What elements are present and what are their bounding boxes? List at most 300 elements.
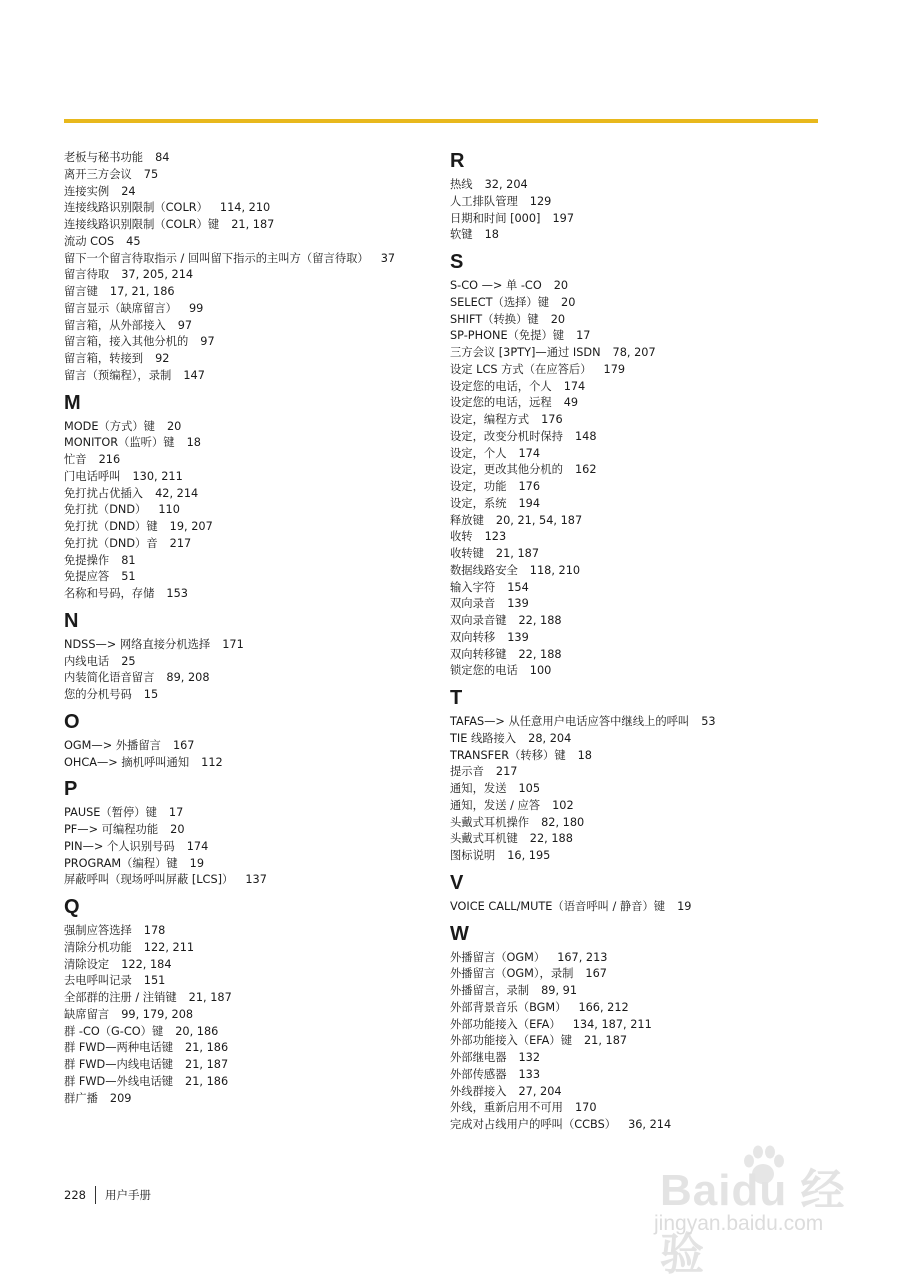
index-term: 免打扰（DND）音 xyxy=(64,536,158,550)
index-pages: 37, 205, 214 xyxy=(121,268,194,282)
index-entry xyxy=(64,839,444,856)
index-pages: 92 xyxy=(155,352,170,365)
index-pages: 174 xyxy=(186,839,209,853)
index-entry xyxy=(64,856,444,873)
index-entry xyxy=(64,553,444,570)
section-letter: R xyxy=(450,150,465,172)
index-pages: 17, 21, 186 xyxy=(109,285,175,298)
index-entry xyxy=(64,452,444,469)
page-number: 228 xyxy=(64,1188,86,1202)
index-pages: 167 xyxy=(172,738,195,752)
index-pages: 216 xyxy=(98,453,121,466)
index-entry xyxy=(64,486,444,503)
index-entry xyxy=(64,167,444,184)
index-term: 头戴式耳机操作 xyxy=(450,815,530,829)
index-term: 忙音 xyxy=(64,453,87,466)
index-entry xyxy=(64,687,444,704)
index-entry xyxy=(450,345,830,362)
index-term: 名称和号码，存储 xyxy=(64,587,155,600)
index-term: TIE 线路接入 xyxy=(450,731,517,745)
index-entry xyxy=(450,596,830,613)
index-entry xyxy=(450,278,830,295)
index-term: 流动 COS xyxy=(64,234,115,248)
index-entry xyxy=(450,899,830,916)
index-term: 强制应答选择 xyxy=(64,924,132,937)
index-pages: 153 xyxy=(166,587,188,600)
index-term: MONITOR（监听）键 xyxy=(64,436,175,450)
index-term: 设定，功能 xyxy=(450,480,507,493)
index-term: TRANSFER（转移）键 xyxy=(450,748,566,762)
index-pages: 36, 214 xyxy=(628,1118,672,1131)
index-entry xyxy=(450,983,830,1000)
index-entry xyxy=(64,940,444,957)
index-entry xyxy=(64,990,444,1007)
index-entry xyxy=(450,580,830,597)
index-pages: 28, 204 xyxy=(528,731,572,745)
index-term: 外部背景音乐（BGM） xyxy=(450,1000,567,1014)
index-term: 软键 xyxy=(450,228,473,242)
index-pages: 22, 188 xyxy=(518,614,562,627)
index-entry xyxy=(450,312,830,329)
index-entry xyxy=(450,446,830,463)
index-pages: 100 xyxy=(529,664,552,678)
index-entry xyxy=(450,328,830,345)
index-pages: 112 xyxy=(201,755,223,769)
index-term: S-CO —> 单 -CO xyxy=(450,279,542,292)
index-pages: 110 xyxy=(158,503,180,517)
index-term: 留言箱，接入其他分机的 xyxy=(64,335,189,349)
index-term: 免打扰（DND） xyxy=(64,503,147,517)
index-pages: 137 xyxy=(245,873,267,887)
index-pages: 21, 187 xyxy=(495,547,540,560)
index-entry xyxy=(64,435,444,452)
index-entry xyxy=(450,1100,830,1117)
index-pages: 19, 207 xyxy=(169,520,213,533)
index-entry xyxy=(450,781,830,798)
index-term: 外线，重新启用不可用 xyxy=(450,1101,563,1115)
index-entry xyxy=(64,284,444,301)
index-entry xyxy=(450,362,830,379)
index-entry xyxy=(450,630,830,647)
index-pages: 130, 211 xyxy=(132,469,183,483)
index-pages: 133 xyxy=(518,1067,541,1081)
index-entry xyxy=(450,379,830,396)
index-pages: 17 xyxy=(576,329,591,343)
index-pages: 21, 187 xyxy=(231,218,275,231)
index-term: VOICE CALL/MUTE（语音呼叫 / 静音）键 xyxy=(450,899,666,913)
index-term: 连接实例 xyxy=(64,184,110,198)
index-pages: 81 xyxy=(121,553,136,567)
index-entry xyxy=(450,513,830,530)
index-pages: 171 xyxy=(222,637,244,651)
index-term: 留言（预编程），录制 xyxy=(64,368,172,382)
index-term: OHCA—> 摘机呼叫通知 xyxy=(64,755,190,769)
index-term: 输入字符 xyxy=(450,580,496,594)
index-term: 三方会议 [3PTY]—通过 ISDN xyxy=(450,346,601,359)
index-entry xyxy=(450,1050,830,1067)
index-entry xyxy=(450,529,830,546)
index-entry xyxy=(450,613,830,630)
index-pages: 179 xyxy=(603,362,626,376)
section-letter: Q xyxy=(64,896,80,918)
index-entry xyxy=(64,973,444,990)
index-pages: 174 xyxy=(563,379,586,393)
index-term: 群广播 xyxy=(64,1091,98,1105)
index-term: 去电呼叫记录 xyxy=(64,974,132,988)
index-entry xyxy=(450,950,830,967)
index-term: 门电话呼叫 xyxy=(64,469,121,483)
index-entry xyxy=(450,479,830,496)
index-entry xyxy=(64,957,444,974)
index-entry xyxy=(450,295,830,312)
index-pages: 148 xyxy=(574,429,597,443)
index-term: 连接线路识别限制（COLR）键 xyxy=(64,218,220,231)
index-pages: 20 xyxy=(170,823,185,836)
index-entry xyxy=(450,966,830,983)
index-term: 外播留言（OGM） xyxy=(450,950,546,964)
index-entry xyxy=(450,1084,830,1101)
index-term: TAFAS—> 从任意用户电话应答中继线上的呼叫 xyxy=(450,715,690,728)
index-entry xyxy=(450,1033,830,1050)
index-term: 群 FWD—两种电话键 xyxy=(64,1041,174,1055)
index-entry xyxy=(64,1057,444,1074)
index-entry xyxy=(64,234,444,251)
index-pages: 129 xyxy=(529,194,552,208)
index-term: 外播留言（OGM），录制 xyxy=(450,967,574,981)
index-pages: 139 xyxy=(507,630,529,644)
index-pages: 174 xyxy=(518,446,541,460)
watermark-brand: Baidu 经验 xyxy=(660,1166,846,1279)
index-pages: 139 xyxy=(507,597,529,611)
index-term: 通知，发送 xyxy=(450,782,507,795)
index-pages: 84 xyxy=(155,151,170,164)
index-entry xyxy=(64,368,444,385)
index-term: 设定，编程方式 xyxy=(450,413,530,426)
index-entry xyxy=(450,714,830,731)
index-term: 设定，改变分机时保持 xyxy=(450,429,563,443)
index-term: 免提应答 xyxy=(64,570,110,584)
index-entry xyxy=(64,637,444,654)
index-entry xyxy=(450,1117,830,1134)
index-entry xyxy=(450,764,830,781)
index-term: 头戴式耳机键 xyxy=(450,832,518,846)
index-column-right xyxy=(450,143,830,1134)
index-term: 双向转移 xyxy=(450,630,496,644)
index-entry xyxy=(64,805,444,822)
index-pages: 22, 188 xyxy=(529,832,573,846)
index-pages: 21, 186 xyxy=(185,1041,229,1055)
index-pages: 75 xyxy=(143,167,159,181)
index-term: SHIFT（转换）键 xyxy=(450,312,539,326)
index-entry xyxy=(64,872,444,889)
index-term: 全部群的注册 / 注销键 xyxy=(64,991,177,1004)
index-term: 留言显示（缺席留言） xyxy=(64,301,177,315)
index-term: 日期和时间 [000] xyxy=(450,211,541,225)
header-rule xyxy=(64,119,818,123)
index-pages: 24 xyxy=(121,184,136,198)
section-letter: S xyxy=(450,251,464,273)
index-pages: 20 xyxy=(166,419,182,433)
index-term: 外播留言，录制 xyxy=(450,984,530,997)
footer-label: 用户手册 xyxy=(104,1188,151,1202)
index-pages: 194 xyxy=(518,496,541,510)
index-entry xyxy=(450,227,830,244)
index-pages: 20, 186 xyxy=(175,1024,219,1038)
section-letter: T xyxy=(450,687,463,709)
index-term: 老板与秘书功能 xyxy=(64,151,144,164)
index-entry xyxy=(450,731,830,748)
index-entry xyxy=(64,822,444,839)
index-pages: 132 xyxy=(518,1051,541,1064)
index-entry xyxy=(64,200,444,217)
index-pages: 167 xyxy=(585,967,607,981)
index-entry xyxy=(450,815,830,832)
index-term: MODE（方式）键 xyxy=(64,419,155,433)
index-pages: 21, 186 xyxy=(185,1074,229,1088)
index-entry xyxy=(64,1074,444,1091)
index-entry xyxy=(64,1091,444,1108)
index-pages: 27, 204 xyxy=(518,1084,562,1098)
index-entry xyxy=(450,412,830,429)
index-pages: 18 xyxy=(577,748,592,762)
index-entry xyxy=(450,563,830,580)
index-pages: 20, 21, 54, 187 xyxy=(495,513,583,527)
index-term: 留言箱，转接到 xyxy=(64,352,144,365)
index-term: 设定您的电话，个人 xyxy=(450,379,552,393)
index-pages: 97 xyxy=(177,318,193,332)
index-entry xyxy=(450,211,830,228)
index-term: 双向转移键 xyxy=(450,647,507,661)
index-entry xyxy=(64,536,444,553)
index-term: 内线电话 xyxy=(64,654,110,668)
index-entry xyxy=(64,150,444,167)
index-term: 连接线路识别限制（COLR） xyxy=(64,201,208,215)
index-entry xyxy=(64,670,444,687)
index-pages: 166, 212 xyxy=(578,1000,629,1014)
index-entry xyxy=(64,217,444,234)
index-term: 群 -CO（G-CO）键 xyxy=(64,1024,164,1038)
index-pages: 51 xyxy=(121,570,136,584)
index-entry xyxy=(64,318,444,335)
index-entry xyxy=(450,1000,830,1017)
index-term: SP-PHONE（免提）键 xyxy=(450,329,565,343)
index-pages: 20 xyxy=(561,295,576,309)
index-pages: 19 xyxy=(189,856,205,870)
section-letter: W xyxy=(450,922,469,945)
index-pages: 89, 208 xyxy=(166,671,210,685)
index-pages: 114, 210 xyxy=(219,201,271,215)
index-term: 免打扰占优插入 xyxy=(64,486,144,500)
index-pages: 217 xyxy=(169,536,192,550)
index-term: PF—> 可编程功能 xyxy=(64,823,159,836)
page-footer xyxy=(64,1186,151,1204)
index-term: 设定，个人 xyxy=(450,446,507,460)
index-pages: 82, 180 xyxy=(541,815,585,829)
index-entry xyxy=(450,395,830,412)
index-term: 留言箱，从外部接入 xyxy=(64,318,166,332)
index-term: 离开三方会议 xyxy=(64,167,132,181)
index-pages: 97 xyxy=(200,335,215,349)
index-term: 通知，发送 / 应答 xyxy=(450,798,541,812)
index-term: 人工排队管理 xyxy=(450,194,518,208)
index-term: NDSS—> 网络直接分机选择 xyxy=(64,637,211,651)
index-entry xyxy=(64,251,444,268)
index-pages: 151 xyxy=(143,974,166,988)
section-letter: M xyxy=(64,391,81,414)
index-entry xyxy=(450,462,830,479)
index-pages: 167, 213 xyxy=(557,950,608,964)
index-pages: 18 xyxy=(484,228,499,242)
index-term: PROGRAM（编程）键 xyxy=(64,856,178,870)
index-entry xyxy=(450,1067,830,1084)
index-entry xyxy=(64,334,444,351)
index-term: 外部继电器 xyxy=(450,1051,507,1064)
index-term: SELECT（选择）键 xyxy=(450,295,550,309)
index-pages: 99, 179, 208 xyxy=(121,1007,194,1021)
index-entry xyxy=(64,654,444,671)
index-pages: 118, 210 xyxy=(529,563,581,577)
index-term: 免打扰（DND）键 xyxy=(64,520,158,533)
index-entry xyxy=(64,586,444,603)
index-term: 设定，系统 xyxy=(450,496,507,510)
section-letter: V xyxy=(450,871,464,894)
index-term: 双向录音键 xyxy=(450,614,507,627)
index-term: 外部功能接入（EFA）键 xyxy=(450,1034,572,1048)
watermark xyxy=(640,1140,870,1279)
index-entry xyxy=(64,419,444,436)
index-entry xyxy=(450,748,830,765)
index-term: 屏蔽呼叫（现场呼叫屏蔽 [LCS]） xyxy=(64,873,234,887)
index-pages: 217 xyxy=(495,765,518,779)
index-entry xyxy=(450,798,830,815)
section-letter: N xyxy=(64,609,79,632)
index-pages: 25 xyxy=(121,654,136,668)
section-letter: O xyxy=(64,710,80,733)
index-entry xyxy=(450,848,830,865)
index-entry xyxy=(64,923,444,940)
index-entry xyxy=(64,502,444,519)
index-pages: 21, 187 xyxy=(584,1034,628,1048)
index-pages: 176 xyxy=(518,480,541,493)
index-pages: 176 xyxy=(541,413,563,426)
index-term: 外部功能接入（EFA） xyxy=(450,1017,561,1031)
index-pages: 20 xyxy=(550,312,566,326)
index-term: 收转键 xyxy=(450,547,484,560)
index-term: 收转 xyxy=(450,530,473,544)
index-pages: 15 xyxy=(143,688,159,701)
index-pages: 49 xyxy=(563,396,579,410)
section-letter: P xyxy=(64,778,78,801)
index-pages: 21, 187 xyxy=(185,1058,229,1071)
index-pages: 45 xyxy=(126,234,141,248)
index-term: PAUSE（暂停）键 xyxy=(64,806,157,820)
index-term: 留言键 xyxy=(64,285,98,298)
index-term: 提示音 xyxy=(450,765,484,779)
index-pages: 99 xyxy=(188,301,204,315)
index-entry xyxy=(450,177,830,194)
index-term: 数据线路安全 xyxy=(450,563,518,577)
index-entry xyxy=(450,1017,830,1034)
index-pages: 123 xyxy=(484,530,507,544)
index-entry xyxy=(450,831,830,848)
index-term: 留下一个留言待取指示 / 回叫留下指示的主叫方（留言待取） xyxy=(64,251,369,265)
index-entry xyxy=(64,1007,444,1024)
index-pages: 89, 91 xyxy=(541,984,578,997)
index-term: 图标说明 xyxy=(450,849,496,862)
index-term: 设定 LCS 方式（在应答后） xyxy=(450,362,592,376)
index-entry xyxy=(64,301,444,318)
index-term: 缺席留言 xyxy=(64,1007,110,1021)
index-entry xyxy=(64,267,444,284)
index-pages: 17 xyxy=(168,806,184,820)
index-term: 外部传感器 xyxy=(450,1067,507,1081)
index-entry xyxy=(64,755,444,772)
index-entry xyxy=(64,469,444,486)
index-pages: 22, 188 xyxy=(518,647,562,661)
index-pages: 134, 187, 211 xyxy=(572,1017,652,1031)
index-term: 群 FWD—内线电话键 xyxy=(64,1058,174,1071)
index-term: 您的分机号码 xyxy=(64,688,132,701)
index-term: 释放键 xyxy=(450,513,484,527)
index-entry xyxy=(64,519,444,536)
index-pages: 197 xyxy=(552,211,575,225)
index-pages: 154 xyxy=(507,580,529,594)
index-entry xyxy=(64,569,444,586)
index-column-left xyxy=(64,150,444,1107)
index-pages: 170 xyxy=(574,1101,597,1115)
index-term: 设定您的电话，远程 xyxy=(450,396,552,410)
index-pages: 21, 187 xyxy=(188,991,232,1004)
index-entry xyxy=(64,184,444,201)
index-pages: 122, 184 xyxy=(121,957,172,971)
watermark-url: jingyan.baidu.com xyxy=(654,1212,824,1235)
index-term: 清除设定 xyxy=(64,957,110,971)
index-pages: 102 xyxy=(552,798,574,812)
index-term: OGM—> 外播留言 xyxy=(64,738,161,752)
index-pages: 18 xyxy=(186,436,201,450)
index-term: 锁定您的电话 xyxy=(450,664,518,678)
index-pages: 37 xyxy=(380,251,396,265)
index-pages: 147 xyxy=(183,368,205,382)
index-term: 设定，更改其他分机的 xyxy=(450,463,563,477)
index-term: 留言待取 xyxy=(64,268,110,282)
index-entry xyxy=(64,738,444,755)
index-pages: 122, 211 xyxy=(143,940,195,954)
index-term: 双向录音 xyxy=(450,597,496,611)
index-pages: 16, 195 xyxy=(507,849,551,862)
index-entry xyxy=(64,1040,444,1057)
index-entry xyxy=(450,663,830,680)
index-entry xyxy=(450,194,830,211)
index-pages: 20 xyxy=(553,279,569,292)
index-term: 完成对占线用户的呼叫（CCBS） xyxy=(450,1118,617,1131)
index-term: 免提操作 xyxy=(64,553,110,567)
index-term: 清除分机功能 xyxy=(64,940,132,954)
index-pages: 105 xyxy=(518,782,541,795)
index-term: PIN—> 个人识别号码 xyxy=(64,839,175,853)
footer-divider xyxy=(95,1186,96,1204)
index-term: 群 FWD—外线电话键 xyxy=(64,1074,174,1088)
index-entry xyxy=(450,647,830,664)
index-pages: 53 xyxy=(701,715,716,728)
index-term: 热线 xyxy=(450,178,473,191)
index-term: 外线群接入 xyxy=(450,1084,507,1098)
index-pages: 178 xyxy=(143,924,166,937)
index-pages: 32, 204 xyxy=(484,178,528,191)
index-pages: 19 xyxy=(677,899,692,913)
index-term: 内装简化语音留言 xyxy=(64,671,155,685)
index-pages: 209 xyxy=(109,1091,132,1105)
